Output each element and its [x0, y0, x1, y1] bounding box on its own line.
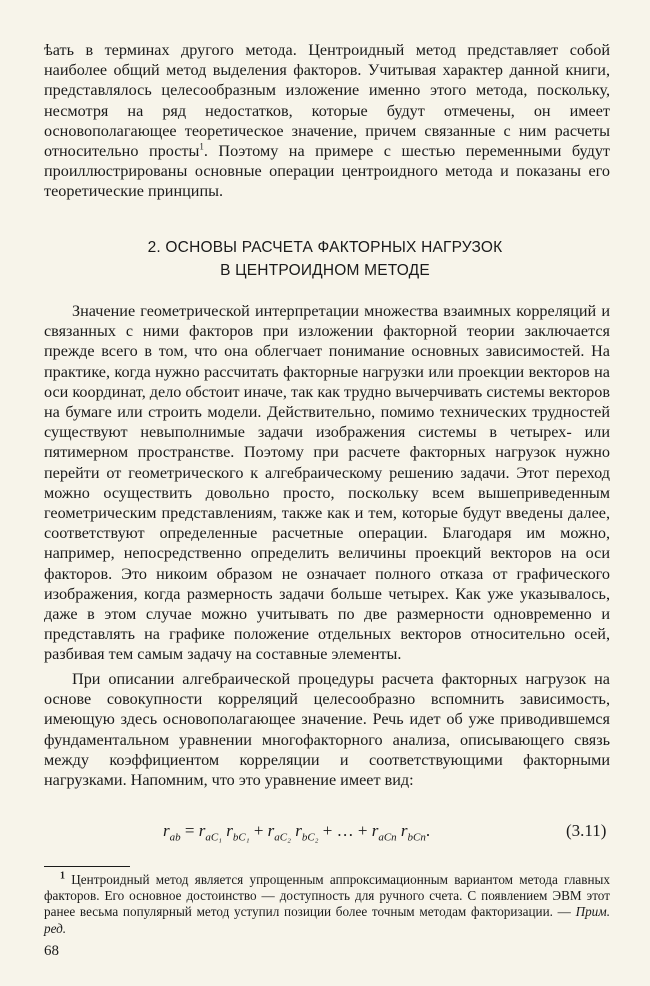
- footnote-reference[interactable]: 1: [199, 141, 204, 152]
- footnote-editor-note: Прим. ред.: [44, 904, 610, 936]
- eq-lhs-sub: ab: [169, 831, 181, 844]
- eq-term: r: [222, 821, 233, 840]
- eq-term: r: [371, 821, 379, 840]
- eq-sub: bC₂: [301, 831, 319, 844]
- eq-term: r: [198, 821, 206, 840]
- footnote-mark: 1: [60, 870, 65, 882]
- equation-number: (3.11): [566, 821, 607, 840]
- intro-text-end: . Поэтому на примере с шестью переменными будут проиллюстрированы основные операции центроидного метода и показаны его теоретические принципы.: [44, 142, 610, 201]
- eq-equals: =: [180, 821, 199, 840]
- eq-sub: aC₂: [274, 831, 291, 844]
- footnote-text: Центроидный метод является упрощенным аппроксимационным вариантом метода главных факторов. Его основное достоинство — доступность для ручного счета. С появлением ЭВМ этот ранее весьма популярный метод уступил позиции более точным методам факторизации. —: [44, 872, 610, 920]
- eq-term: r: [267, 821, 275, 840]
- body-paragraph-1: Значение геометрической интерпретации множества взаимных корреляций и связанных с ними факторов при изложении факторной теории заключается прежде всего в том, что она облегчает понимание основных зависимостей. На практике, когда нужно рассчитать факторные нагрузки или проекции векторов на оси координат, дело обстоит иначе, так как трудно вычерчивать системы векторов на бумаге или строить модели. Действительно, помимо технических трудностей существуют невыполнимые задачи изображения системы в четырех- или пятимерном пространстве. Поэтому при расчете факторных нагрузок нужно перейти от геометрического к алгебраическому решению задачи. Этот переход можно осуществить довольно просто, поскольку всем вышеприведенным геометрическим представлениям, также как и тем, которые будут введены далее, соответствуют определенные расчетные операции. Благодаря им можно, например, непосредственно определить величины проекций векторов на оси факторов. Это никоим образом не означает полного отказа от графического изображения, когда размерность задачи больше четырех. Как уже указывалось, даже в этом случае можно учитывать по две размерности одновременно и представлять на графике положение отдельных векторов относительно осей, разбивая тем самым задачу на составные элементы.: [44, 302, 610, 664]
- eq-plus: +: [249, 821, 268, 840]
- eq-term: r: [290, 821, 302, 840]
- footnote: [44, 872, 610, 937]
- section-title-line1: 2. ОСНОВЫ РАСЧЕТА ФАКТОРНЫХ НАГРУЗОК: [147, 239, 503, 256]
- footnote-divider: [44, 866, 130, 867]
- intro-text: ѣать в терминах другого метода. Центроидный метод представляет собой наиболее общий метод выделения факторов. Учитывая характер данной книги, представлялось целесообразным изложение именно этого метода, поскольку, несмотря на ряд недостатков, которые будут отмечены, он имеет основополагающее теоретическое значение, причем связанные с ним расчеты относительно просты: [44, 41, 610, 161]
- body-paragraph-2: При описании алгебраической процедуры расчета факторных нагрузок на основе совокупности корреляций целесообразно вспомнить зависимость, имеющую здесь основополагающее значение. Речь идет об уже приводившемся фундаментальном уравнении многофакторного анализа, описывающего связь между коэффициентом корреляции и соответствующими факторными нагрузками. Напомним, что это уравнение имеет вид:: [44, 670, 610, 790]
- eq-sub: aCn: [378, 831, 397, 844]
- page-number: 68: [44, 943, 59, 959]
- intro-paragraph: [44, 40, 610, 202]
- eq-period: .: [425, 821, 431, 840]
- eq-sub: bCn: [407, 831, 426, 844]
- eq-term: r: [396, 821, 408, 840]
- section-title-line2: В ЦЕНТРОИДНОМ МЕТОДЕ: [220, 262, 430, 279]
- eq-lhs: r: [163, 821, 170, 840]
- eq-sub: aC₁: [205, 831, 223, 844]
- eq-sub: bC₁: [232, 831, 250, 844]
- eq-plus-ellipsis: + … +: [318, 821, 372, 840]
- equation-3-11: [163, 820, 430, 848]
